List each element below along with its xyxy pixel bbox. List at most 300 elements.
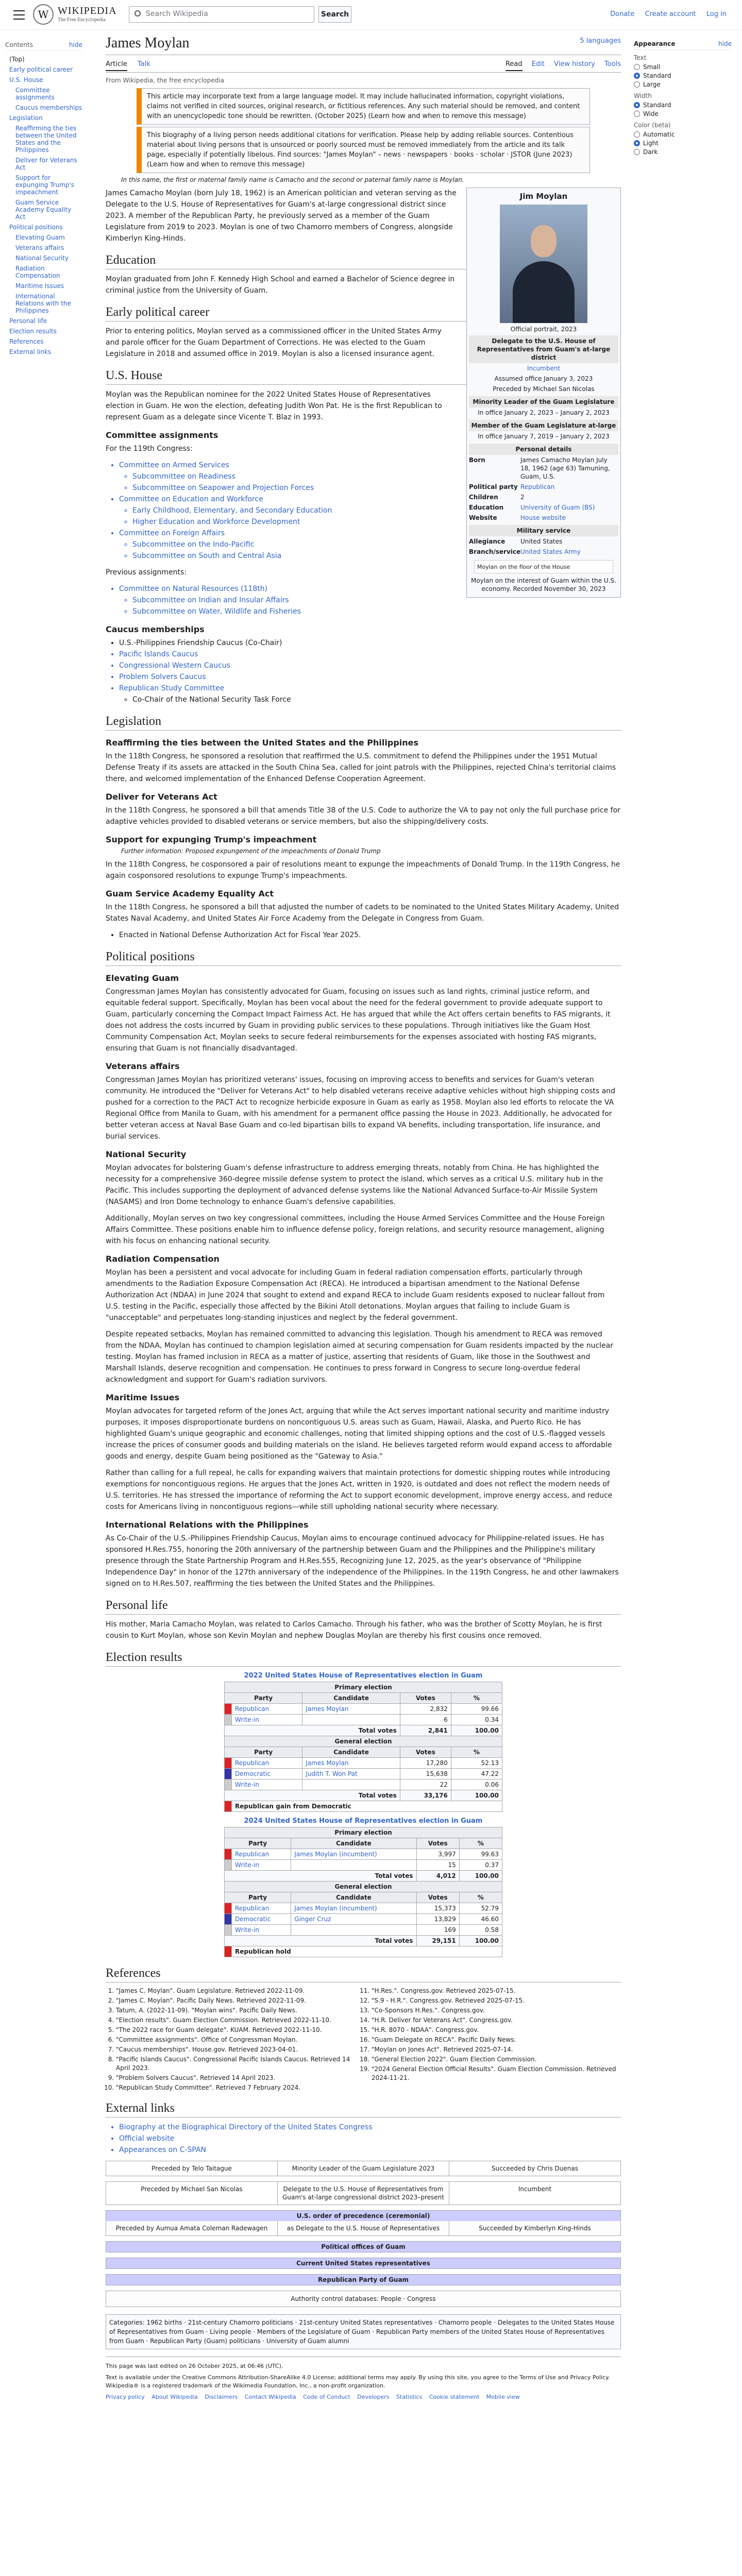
- table-cell[interactable]: Republican: [232, 1704, 302, 1715]
- election-tables: [106, 1672, 621, 1957]
- party-color-swatch: [225, 1704, 232, 1715]
- table-cell[interactable]: Write-in: [232, 1925, 291, 1936]
- infobox-personal: Personal details: [469, 444, 618, 455]
- column-header: Votes: [400, 1693, 451, 1704]
- reference-item[interactable]: 1. "James C. Moylan". Guam Legislature. Retrieved 2022-11-09.: [116, 1987, 365, 1995]
- list-item: • U.S.-Philippines Friendship Caucus (Co-Chair): [119, 637, 621, 649]
- precedence-title: U.S. order of precedence (ceremonial): [106, 2211, 620, 2221]
- table-cell: 52.79: [459, 1903, 502, 1914]
- precedence-office: as Delegate to the U.S. House of Representatives: [278, 2221, 449, 2235]
- infobox-military: Military service: [469, 525, 618, 536]
- list-item[interactable]: • Biography at the Biographical Directory of the United States Congress: [119, 2122, 621, 2133]
- color-dark-option[interactable]: Dark: [634, 148, 732, 156]
- audio-player[interactable]: Moylan on the floor of the House: [474, 560, 613, 573]
- audio-caption: Moylan on the interest of Guam within the U.S. economy. Recorded November 30, 2023: [471, 577, 616, 592]
- pos-radiation-heading: Radiation Compensation: [106, 1254, 220, 1264]
- tab-edit[interactable]: Edit: [531, 60, 545, 68]
- citation-notice: This biography of a living person needs additional citations for verification. Please help by adding reliable sources. Contentious material about living persons that is unsourced or poorly sourced must be removed immediately from the article and its talk page, especially if potentially libelous. Find sources: "James Moylan" – news · newspapers · books · scholar · JSTOR (June 2023) (Learn how and when to remove this message): [137, 127, 590, 173]
- pos-philippines-text: As Co-Chair of the U.S.-Philippines Friendship Caucus, Moylan aims to encourage continued advocacy for Philippine-related issues. He has sponsored H.Res.755, honoring the 20th anniversary of the partnership between Guam and the Philippines and the Philippine's military presence through the State Partnership Program and H.Res.555, Recognizing June 12, 2025, as the year's observance of "Philippine Independence Day" in honor of the 127th anniversary of the independence of the Philippines. In the 119th Congress, he and other lawmakers signed on to H.Res.507, reaffirming the ties between the United States and the Philippines.: [106, 1534, 619, 1588]
- page-footer: [106, 2357, 621, 2401]
- election-table: [224, 1672, 502, 1812]
- precedence-succeeded: Succeeded by Kimberlyn King-Hinds: [479, 2225, 591, 2232]
- table-cell[interactable]: Republican: [232, 1849, 291, 1860]
- footer-link[interactable]: Disclaimers: [205, 2394, 238, 2400]
- list-item[interactable]: ◦ Subcommittee on Water, Wildlife and Fisheries: [132, 606, 621, 617]
- navbox-republican-guam: [106, 2274, 621, 2285]
- list-item[interactable]: • Pacific Islands Caucus: [119, 649, 621, 660]
- table-row: [225, 1715, 502, 1725]
- article-main: [106, 34, 621, 2401]
- leg3-note: Further information: Proposed expungement of the impeachments of Donald Trump: [121, 848, 381, 855]
- footer-link[interactable]: Mobile view: [486, 2394, 520, 2400]
- reference-item[interactable]: 15. "H.R. 8070 - NDAA". Congress.gov.: [372, 2026, 621, 2035]
- tab-article[interactable]: Article: [106, 58, 127, 71]
- pos-security-heading: National Security: [106, 1149, 187, 1159]
- toc-item[interactable]: Political positions: [9, 224, 63, 231]
- table-row: [225, 1860, 502, 1871]
- category-links[interactable]: Categories: 1962 births · 21st-century Chamorro politicians · 21st-century United States representatives · Chamorro people · Delegates to the United States House of Representatives from Guam · Living people · Members of the Legislature of Guam · Republican Party members of the United States House of Representatives from Guam · Republican Party (Guam) politicians · University of Guam alumni: [106, 2314, 621, 2349]
- table-cell[interactable]: Democratic: [232, 1914, 291, 1925]
- elections-heading: Election results: [106, 1651, 621, 1667]
- create-account-link[interactable]: Create account: [645, 10, 696, 18]
- toc-hide-button[interactable]: hide: [69, 41, 82, 48]
- list-item: ◦ Co-Chair of the National Security Task Force: [132, 694, 621, 705]
- infobox-in-office2: In office January 2, 2023 – January 2, 2023: [478, 409, 610, 416]
- reference-item[interactable]: 11. "H.Res.". Congress.gov. Retrieved 2025-07-15.: [372, 1987, 621, 1995]
- pos-security-text: Moylan advocates for bolstering Guam's defense infrastructure to address emerging threats, notably from China. He has highlighted the necessity for a comprehensive 360-degree missile defense system to protect the island, which serves as a critical U.S. military hub in the Pacific. This includes supporting the deployment of advanced defense systems like the National Advanced Surface-to-Air Missile System (NASAMS) and Iron Dome technology to enhance Guam's defensive capabilities.: [106, 1164, 603, 1206]
- education-text: Moylan graduated from John F. Kennedy High School and earned a Bachelor of Science degree in criminal justice from the University of Guam.: [106, 275, 455, 295]
- reference-list: [116, 1987, 621, 2092]
- succession-preceded: Preceded by Michael San Nicolas: [106, 2182, 278, 2205]
- party-color-swatch: [225, 1925, 232, 1936]
- education-heading: Education: [106, 253, 621, 269]
- top-header: [0, 0, 742, 30]
- lead-paragraph: James Camacho Moylan (born July 18, 1962) is an American politician and veteran serving as the Delegate to the U.S. House of Representatives for Guam's at-large congressional district since 2023. A member of the Republican Party, he previously served as a member of the Guam Legislature from 2019 to 2023. Moylan is one of two Chamorro members of Congress, alongside Kimberlyn King-Hinds.: [106, 189, 457, 243]
- list-item[interactable]: • Republican Study Committee: [119, 683, 621, 694]
- leg1-heading: Reaffirming the ties between the United States and the Philippines: [106, 738, 419, 748]
- reference-item[interactable]: 4. "Election results". Guam Election Commission. Retrieved 2022-11-10.: [116, 2016, 365, 2025]
- party-color-swatch: [225, 1903, 232, 1914]
- column-header: Candidate: [291, 1892, 416, 1903]
- pos-radiation-text-2: Despite repeated setbacks, Moylan has remained committed to advancing this legislation. Though his amendment to RECA was removed from the NDAA, Moylan has continued to champion legislation aimed at securing compensation for Guam residents impacted by the nuclear testing. Moylan has framed inclusion in RECA as a matter of justice, asserting that residents of Guam, like those in the Southwest and Marshall Islands, deserve recognition and compensation. He continues to press forward in Congress to secure long-overdue federal acknowledgment and support for Guam's radiation survivors.: [106, 1330, 614, 1384]
- infobox-branch: Branch/service United States Army: [469, 548, 581, 555]
- toc-item[interactable]: Deliver for Veterans Act: [15, 157, 77, 171]
- infobox-born: Born James Camacho Moylan July 18, 1962 (age 63) Tamuning, Guam, U.S.: [469, 456, 610, 480]
- leg4-list: [119, 929, 621, 941]
- toc-item[interactable]: Committee assignments: [15, 87, 55, 101]
- footer-link[interactable]: Cookie statement: [429, 2394, 480, 2400]
- table-cell: 46.60: [459, 1914, 502, 1925]
- language-selector[interactable]: 5 languages: [580, 37, 621, 45]
- pos-security-text-2: Additionally, Moylan serves on two key congressional committees, including the House Armed Services Committee and the House Foreign Affairs Committee. These positions enable him to influence defense policy, foreign relations, and security resource management, aligning with his focus on enhancing national security.: [106, 1214, 605, 1245]
- pos-guam-text: Congressman James Moylan has consistently advocated for Guam, focusing on issues such as land rights, criminal justice reform, and equitable federal support. Specifically, Moylan has been vocal about the need for the federal government to provide adequate support to Guam, particularly concerning the Compact Impact Fairness Act. He has argued that while the Act offers certain benefits to FAS migrants, it does not address the costs incurred by Guam in providing public services to these populations. Through initiatives like the Guam Host Community Compensation Act, Moylan seeks to secure federal reimbursements for the expenses associated with hosting FAS migrants, ensuring that Guam is not financially disadvantaged.: [106, 988, 611, 1053]
- toc-item[interactable]: International Relations with the Philippines: [15, 293, 71, 314]
- caucus-heading: Caucus memberships: [106, 624, 205, 634]
- toc-item[interactable]: Early political career: [9, 66, 73, 73]
- external-links-list: [119, 2122, 621, 2156]
- table-cell[interactable]: James Moylan: [302, 1758, 400, 1769]
- table-cell: 169: [416, 1925, 459, 1936]
- login-link[interactable]: Log in: [706, 10, 727, 18]
- search-button[interactable]: Search: [318, 6, 351, 23]
- infobox-children: Children 2: [469, 494, 525, 501]
- table-row: [225, 1849, 502, 1860]
- footer-link[interactable]: Developers: [357, 2394, 390, 2400]
- column-header: Party: [225, 1838, 291, 1849]
- list-item[interactable]: ◦ Early Childhood, Elementary, and Secondary Education: [132, 505, 621, 516]
- tab-tools[interactable]: Tools: [604, 60, 621, 68]
- succession-preceded: Preceded by Telo Taitague: [106, 2161, 278, 2176]
- reference-item[interactable]: 8. "Pacific Islands Caucus". Congressional Pacific Islands Caucus. Retrieved 14 April 2023.: [116, 2055, 365, 2073]
- infobox-party: Political party Republican: [469, 483, 555, 490]
- succession-office: Delegate to the U.S. House of Representatives from Guam's at-large congressional district 2023–present: [278, 2182, 449, 2205]
- leg2-heading: Deliver for Veterans Act: [106, 792, 217, 802]
- column-header: Candidate: [291, 1838, 416, 1849]
- table-row: [225, 1704, 502, 1715]
- wordmark[interactable]: WIKIPEDIA: [58, 5, 117, 16]
- positions-heading: Political positions: [106, 950, 621, 966]
- succession-box-2: [106, 2181, 621, 2205]
- party-color-swatch: [225, 1715, 232, 1725]
- table-cell: 22: [400, 1780, 451, 1790]
- toc-heading: Contents hide: [5, 41, 82, 51]
- list-item[interactable]: ◦ Subcommittee on South and Central Asia: [132, 550, 621, 562]
- reference-item[interactable]: 17. "Moylan on Jones Act". Retrieved 2025-07-14.: [372, 2045, 621, 2054]
- appearance-hide-button[interactable]: hide: [718, 40, 732, 47]
- early-career-heading: Early political career: [106, 306, 621, 321]
- table-row: [225, 1769, 502, 1780]
- table-cell: 6: [400, 1715, 451, 1725]
- infobox-assumed: Assumed office January 3, 2023: [494, 375, 593, 382]
- width-standard-option[interactable]: Standard: [634, 101, 732, 109]
- list-item[interactable]: • Official website: [119, 2133, 621, 2144]
- table-cell[interactable]: Ginger Cruz: [291, 1914, 416, 1925]
- table-cell: 15,373: [416, 1903, 459, 1914]
- list-item[interactable]: • Committee on Foreign Affairs: [119, 528, 621, 539]
- election-subheading: General election: [225, 1736, 502, 1747]
- reference-item[interactable]: 3. Tatum, A. (2022-11-09). "Moylan wins". Pacific Daily News.: [116, 2006, 365, 2015]
- column-header: Party: [225, 1747, 302, 1758]
- text-standard-option[interactable]: Standard: [634, 72, 732, 79]
- infobox-office: Delegate to the U.S. House of Representatives from Guam's at-large district: [469, 335, 618, 363]
- committee-heading: Committee assignments: [106, 430, 218, 440]
- column-header: Candidate: [302, 1747, 400, 1758]
- toc-item[interactable]: Reaffirming the ties between the United States and the Philippines: [15, 125, 77, 154]
- reference-item[interactable]: 6. "Committee assignments". Office of Congressman Moylan.: [116, 2036, 365, 2044]
- table-cell: 47.22: [451, 1769, 502, 1780]
- leg3-text: In the 118th Congress, he cosponsored a pair of resolutions meant to expunge the impeachments of Donald Trump. In the 119th Congress, he again cosponsored resolutions to expunge Trump's impeachments.: [106, 860, 620, 880]
- footer-link[interactable]: About Wikipedia: [151, 2394, 198, 2400]
- reference-item[interactable]: 14. "H.R. Deliver for Veterans Act". Congress.gov.: [372, 2016, 621, 2025]
- table-cell[interactable]: Republican: [232, 1903, 291, 1914]
- succession-office: Minority Leader of the Guam Legislature 2023: [278, 2161, 449, 2176]
- table-row: [225, 1925, 502, 1936]
- footer-links: [106, 2393, 621, 2401]
- navbox-title[interactable]: Political offices of Guam: [106, 2242, 620, 2252]
- table-cell: 0.58: [459, 1925, 502, 1936]
- column-header: Votes: [400, 1747, 451, 1758]
- toc-item[interactable]: (Top): [9, 56, 25, 63]
- list-item[interactable]: • Congressional Western Caucus: [119, 660, 621, 671]
- list-item[interactable]: • Committee on Natural Resources (118th): [119, 583, 621, 595]
- party-color-swatch: [225, 1849, 232, 1860]
- pos-veterans-heading: Veterans affairs: [106, 1061, 180, 1071]
- precedence-box: [106, 2210, 621, 2236]
- pos-maritime-heading: Maritime Issues: [106, 1393, 180, 1402]
- toc-item[interactable]: Guam Service Academy Equality Act: [15, 199, 72, 221]
- column-header: %: [451, 1693, 502, 1704]
- user-links: [602, 10, 727, 18]
- infobox-website: Website House website: [469, 514, 566, 521]
- search-input[interactable]: Search Wikipedia: [129, 6, 314, 23]
- table-cell: 0.06: [451, 1780, 502, 1790]
- table-cell[interactable]: Democratic: [232, 1769, 302, 1780]
- toc-item[interactable]: Maritime Issues: [15, 282, 64, 290]
- reference-item[interactable]: 19. "2024 General Election Official Results". Guam Election Commission. Retrieved 2024-11-21.: [372, 2065, 621, 2082]
- toc-item[interactable]: Caucus memberships: [15, 104, 82, 111]
- toc-item[interactable]: External links: [9, 348, 52, 355]
- committee-intro: For the 119th Congress:: [106, 445, 193, 453]
- party-color-swatch: [225, 1914, 232, 1925]
- toc-item[interactable]: Legislation: [9, 114, 43, 122]
- list-item[interactable]: ◦ Subcommittee on Readiness: [132, 471, 621, 482]
- infobox-title: Jim Moylan: [519, 192, 568, 201]
- table-cell: 2,832: [400, 1704, 451, 1715]
- list-item[interactable]: • Committee on Armed Services: [119, 460, 621, 471]
- total-row: Total votes 4,012 100.00: [225, 1871, 502, 1882]
- table-cell: 52.13: [451, 1758, 502, 1769]
- last-edited: This page was last edited on 26 October 2025, at 06:46 (UTC).: [106, 2363, 283, 2369]
- reference-item[interactable]: 18. "General Election 2022". Guam Election Commission.: [372, 2055, 621, 2064]
- table-cell: 3,997: [416, 1849, 459, 1860]
- navbox-title[interactable]: Republican Party of Guam: [106, 2275, 620, 2285]
- reference-item[interactable]: 12. "S.9 - H.R.". Congress.gov. Retrieved 2025-07-15.: [372, 1996, 621, 2005]
- footer-link[interactable]: Privacy policy: [106, 2394, 145, 2400]
- toc-list: [5, 54, 82, 357]
- table-cell[interactable]: [291, 1925, 416, 1936]
- portrait-image[interactable]: [500, 205, 587, 323]
- leg3-heading: Support for expunging Trump's impeachment: [106, 835, 317, 844]
- table-cell: 99.66: [451, 1704, 502, 1715]
- reference-item[interactable]: 16. "Guam Delegate on RECA". Pacific Daily News.: [372, 2036, 621, 2044]
- column-header: %: [459, 1838, 502, 1849]
- toc-item[interactable]: References: [9, 338, 44, 345]
- party-color-swatch: [225, 1758, 232, 1769]
- pos-maritime-text-2: Rather than calling for a full repeal, he calls for expanding waivers that maintain protections for domestic shipping routes while introducing exemptions for noncontiguous regions. He argues that the Jones Act, written in 1920, is outdated and does not reflect the modern needs of U.S. territories. He has stressed the importance of reforming the Act to support economic development, improve energy access, and reduce costs for Americans living in noncontiguous regions—while still upholding national security where necessary.: [106, 1469, 613, 1511]
- color-light-option[interactable]: Light: [634, 140, 732, 147]
- column-header: Party: [225, 1892, 291, 1903]
- toc-item[interactable]: U.S. House: [9, 76, 43, 83]
- reference-item[interactable]: 5. "The 2022 race for Guam delegate". KUAM. Retrieved 2022-11-10.: [116, 2026, 365, 2035]
- external-links-heading: External links: [106, 2102, 621, 2117]
- width-wide-option[interactable]: Wide: [634, 110, 732, 117]
- table-cell[interactable]: Write-in: [232, 1780, 302, 1790]
- party-color-swatch: [225, 1860, 232, 1871]
- reference-item[interactable]: 2. "James C. Moylan". Pacific Daily News. Retrieved 2022-11-09.: [116, 1996, 365, 2005]
- reference-item[interactable]: 13. "Co-Sponsors H.Res.". Congress.gov.: [372, 2006, 621, 2015]
- precedence-preceded: Preceded by Aumua Amata Coleman Radewagen: [106, 2221, 278, 2235]
- infobox-office2: Minority Leader of the Guam Legislature: [469, 396, 618, 408]
- table-cell: 15: [416, 1860, 459, 1871]
- column-header: Party: [225, 1693, 302, 1704]
- column-header: Votes: [416, 1892, 459, 1903]
- table-cell: 17,280: [400, 1758, 451, 1769]
- page-tabs: [106, 58, 621, 73]
- election-table: [224, 1817, 502, 1957]
- election-subheading: General election: [225, 1882, 502, 1892]
- succession-succeeded: Incumbent: [518, 2185, 552, 2193]
- infobox-preceded: Preceded by Michael San Nicolas: [493, 385, 595, 393]
- column-header: Candidate: [302, 1693, 400, 1704]
- pos-philippines-heading: International Relations with the Philippines: [106, 1520, 309, 1530]
- table-cell: 15,638: [400, 1769, 451, 1780]
- toc-item[interactable]: Support for expunging Trump's impeachment: [15, 174, 75, 196]
- personal-heading: Personal life: [106, 1599, 621, 1615]
- list-item[interactable]: ◦ Subcommittee on Indian and Insular Affairs: [132, 595, 621, 606]
- succession-succeeded: Succeeded by Chris Duenas: [492, 2165, 578, 2172]
- appearance-panel: [634, 40, 732, 157]
- search-icon: [134, 10, 141, 16]
- election-caption[interactable]: 2022 United States House of Representatives election in Guam: [244, 1672, 483, 1680]
- width-label: Width: [634, 92, 652, 99]
- list-item[interactable]: • Appearances on C-SPAN: [119, 2144, 621, 2156]
- references-heading: References: [106, 1967, 621, 1982]
- navbox-current-reps: [106, 2258, 621, 2269]
- footer-link[interactable]: Statistics: [396, 2394, 423, 2400]
- list-item[interactable]: ◦ Subcommittee on the Indo-Pacific: [132, 539, 621, 550]
- succession-box-1: [106, 2161, 621, 2176]
- list-item[interactable]: ◦ Higher Education and Workforce Development: [132, 516, 621, 528]
- table-cell[interactable]: [302, 1780, 400, 1790]
- infobox-allegiance: Allegiance United States: [469, 538, 563, 545]
- text-size-label: Text: [634, 54, 647, 61]
- column-header: Votes: [416, 1838, 459, 1849]
- table-cell: 0.37: [459, 1860, 502, 1871]
- text-large-option[interactable]: Large: [634, 81, 732, 88]
- reference-item[interactable]: 7. "Caucus memberships". House.gov. Retrieved 2023-04-01.: [116, 2045, 365, 2054]
- donate-link[interactable]: Donate: [610, 10, 635, 18]
- leg4-heading: Guam Service Academy Equality Act: [106, 889, 274, 899]
- caucus-list: [119, 637, 621, 705]
- total-row: Total votes 29,151 100.00: [225, 1936, 502, 1946]
- pos-guam-heading: Elevating Guam: [106, 973, 179, 983]
- pos-radiation-text: Moylan has been a persistent and vocal advocate for including Guam in federal radiation compensation efforts, particularly through amendments to the Radiation Exposure Compensation Act (RECA). He introduced a bipartisan amendment to the National Defense Authorization Act (NDAA) in June 2024 that sought to extend and expand RECA to include Guam residents exposed to nuclear fallout from U.S. testing in the Pacific, especially those affected by the Bikini Atoll detonations. Moylan argues that failing to include Guam is "unacceptable" and perpetuates long-standing injustices and neglect by the federal government.: [106, 1268, 605, 1322]
- early-career-text: Prior to entering politics, Moylan served as a commissioned officer in the United States Army and parole officer for the Guam Department of Corrections. He was elected to the Guam Legislature in 2018 and assumed office in 2019. Moylan is also a licensed insurance agent.: [106, 327, 442, 358]
- election-subheading: Primary election: [225, 1682, 502, 1693]
- table-cell[interactable]: James Moylan (incumbent): [291, 1849, 416, 1860]
- list-item[interactable]: ◦ Subcommittee on Seapower and Projection Forces: [132, 482, 621, 494]
- page-title: James Moylan: [106, 34, 621, 55]
- color-label: Color (beta): [634, 122, 671, 129]
- table-cell[interactable]: [291, 1860, 416, 1871]
- table-cell[interactable]: Republican: [232, 1758, 302, 1769]
- reference-item[interactable]: 9. "Problem Solvers Caucus". Retrieved 14 April 2023.: [116, 2074, 365, 2082]
- table-cell[interactable]: Judith T. Won Pat: [302, 1769, 400, 1780]
- table-cell[interactable]: James Moylan (incumbent): [291, 1903, 416, 1914]
- leg4-text: In the 118th Congress, he sponsored a bill that adjusted the number of cadets to be nominated to the United States Military Academy, United States Naval Academy, and United States Air Force Academy from the Delegate in Congress from Guam.: [106, 903, 619, 923]
- tagline: The Free Encyclopedia: [58, 17, 106, 23]
- toc-sidebar: [5, 41, 82, 357]
- party-color-swatch: [225, 1769, 232, 1780]
- toc-item[interactable]: Personal life: [9, 317, 47, 325]
- legislation-heading: Legislation: [106, 715, 621, 731]
- election-subheading: Primary election: [225, 1827, 502, 1838]
- site-sub: From Wikipedia, the free encyclopedia: [106, 77, 224, 84]
- table-cell[interactable]: Write-in: [232, 1715, 302, 1725]
- result-note: Republican hold: [232, 1946, 502, 1957]
- infobox-education: Education University of Guam (BS): [469, 504, 595, 511]
- previous-assignments-label: Previous assignments:: [106, 568, 187, 577]
- toc-item[interactable]: Election results: [9, 328, 57, 335]
- infobox-incumbent[interactable]: Incumbent: [527, 365, 561, 372]
- pos-veterans-text: Congressman James Moylan has prioritized veterans' issues, focusing on improving access to benefits and services for Guam's veteran community. He introduced the "Deliver for Veterans Act" to help disabled veterans receive adaptive vehicles without high shipping costs and pushed for a correction to the PACT Act to recognize herbicide exposure in Guam as early as 1958. Moylan also led efforts to relocate the VA Regional Office from Manila to Guam, with his amendment for a permanent office passing the House in 2023. Additionally, he advocated for better veteran access at Naval Base Guam and co-led bipartisan bills to expand VA benefits, including transportation, life insurance, and burial services.: [106, 1076, 616, 1141]
- toc-item[interactable]: Veterans affairs: [15, 244, 64, 251]
- table-cell: 13,829: [416, 1914, 459, 1925]
- tab-history[interactable]: View history: [554, 60, 595, 68]
- tab-read[interactable]: Read: [505, 58, 522, 71]
- infobox-office3: Member of the Guam Legislature at-large: [469, 420, 618, 431]
- footer-link[interactable]: Contact Wikipedia: [244, 2394, 296, 2400]
- navbox-political-offices: [106, 2241, 621, 2252]
- table-cell: 99.63: [459, 1849, 502, 1860]
- portrait-caption: Official portrait, 2023: [510, 326, 577, 333]
- list-item: • Enacted in National Defense Authorization Act for Fiscal Year 2025.: [119, 929, 621, 941]
- navbox-title[interactable]: Current United States representatives: [106, 2258, 620, 2268]
- appearance-heading: Appearance hide: [634, 40, 732, 50]
- infobox: [466, 188, 621, 598]
- us-house-heading: U.S. House: [106, 369, 621, 385]
- color-auto-option[interactable]: Automatic: [634, 131, 732, 138]
- toc-item[interactable]: Elevating Guam: [15, 234, 65, 241]
- table-row: [225, 1758, 502, 1769]
- pos-maritime-text: Moylan advocates for targeted reform of the Jones Act, arguing that while the Act serves important national security and maritime industry purposes, it imposes disproportionate burdens on noncontiguous U.S. areas such as Guam, Hawaii, Alaska, and Puerto Rico. He has highlighted Guam's unique geographic and economic challenges, noting that limited shipping options and the cost of U.S.-flagged vessels increase the prices of consumer goods and building materials on the island. He believes targeted reform would expand access to affordable goods and energy, despite Guam being positioned as the "Gateway to Asia.": [106, 1407, 612, 1461]
- text-small-option[interactable]: Small: [634, 63, 732, 71]
- leg2-text: In the 118th Congress, he sponsored a bill that amends Title 38 of the U.S. Code to authorize the VA to pay not only the full purchase price for adaptive vehicles provided to disabled veterans or service members, but also the shipping/delivery costs.: [106, 806, 620, 826]
- table-cell[interactable]: Write-in: [232, 1860, 291, 1871]
- total-row: Total votes 2,841 100.00: [225, 1725, 502, 1736]
- column-header: %: [451, 1747, 502, 1758]
- list-item[interactable]: • Committee on Education and Workforce: [119, 494, 621, 505]
- table-cell[interactable]: James Moylan: [302, 1704, 400, 1715]
- result-note: Republican gain from Democratic: [232, 1801, 502, 1812]
- election-caption[interactable]: 2024 United States House of Representatives election in Guam: [244, 1817, 483, 1825]
- party-color-swatch: [225, 1780, 232, 1790]
- license-text: Text is available under the Creative Commons Attribution-ShareAlike 4.0 License; additional terms may apply. By using this site, you agree to the Terms of Use and Privacy Policy. Wikipedia® is a registered trademark of the Wikimedia Foundation, Inc., a non-profit organization.: [106, 2374, 610, 2389]
- leg1-text: In the 118th Congress, he sponsored a resolution that reaffirmed the U.S. commitment to defend the Philippines under the 1951 Mutual Defense Treaty if its assets are attacked in the South China Sea, called for joint patrols with the Philippines, rejected China's territorial claims there, and welcomed implementation of the Enhanced Defense Cooperation Agreement.: [106, 752, 616, 783]
- table-row: [225, 1914, 502, 1925]
- tab-talk[interactable]: Talk: [137, 60, 150, 68]
- toc-item[interactable]: National Security: [15, 255, 69, 262]
- table-cell[interactable]: [302, 1715, 400, 1725]
- wikipedia-globe-icon[interactable]: W: [33, 4, 54, 25]
- toc-item[interactable]: Radiation Compensation: [15, 265, 60, 279]
- footer-link[interactable]: Code of Conduct: [303, 2394, 350, 2400]
- infobox-in-office3: In office January 7, 2019 – January 2, 2023: [478, 433, 610, 440]
- table-row: [225, 1780, 502, 1790]
- table-cell: 0.34: [451, 1715, 502, 1725]
- list-item[interactable]: • Problem Solvers Caucus: [119, 671, 621, 683]
- name-hatnote: In this name, the first or maternal family name is Camacho and the second or paternal family name is Moylan.: [121, 176, 464, 183]
- authority-control: Authority control databases: People · Congress: [106, 2291, 621, 2307]
- personal-text: His mother, Maria Camacho Moylan, was related to Carlos Camacho. Through his father, who was the brother of Scotty Moylan, he is first cousin to Kurt Moylan, whose son Kevin Moylan and nephew Douglas Moylan are thereby his first cousins once removed.: [106, 1620, 602, 1640]
- us-house-text: Moylan was the Republican nominee for the 2022 United States House of Representatives election in Guam. He won the election, defeating Judith Won Pat. He is the first Republican to represent Guam as a delegate since Vicente T. Blaz in 1993.: [106, 391, 442, 421]
- table-row: [225, 1903, 502, 1914]
- reference-item[interactable]: 10. "Republican Study Committee". Retrieved 7 February 2024.: [116, 2083, 365, 2092]
- total-row: Total votes 33,176 100.00: [225, 1790, 502, 1801]
- main-menu-icon[interactable]: [13, 10, 25, 20]
- column-header: %: [459, 1892, 502, 1903]
- llm-notice: This article may incorporate text from a large language model. It may include hallucinated information, copyright violations, claims not verified in cited sources, original research, or fictitious references. Any such material should be removed, and content with an unencyclopedic tone should be rewritten. (October 2025) (Learn how and when to remove this message): [137, 88, 590, 125]
